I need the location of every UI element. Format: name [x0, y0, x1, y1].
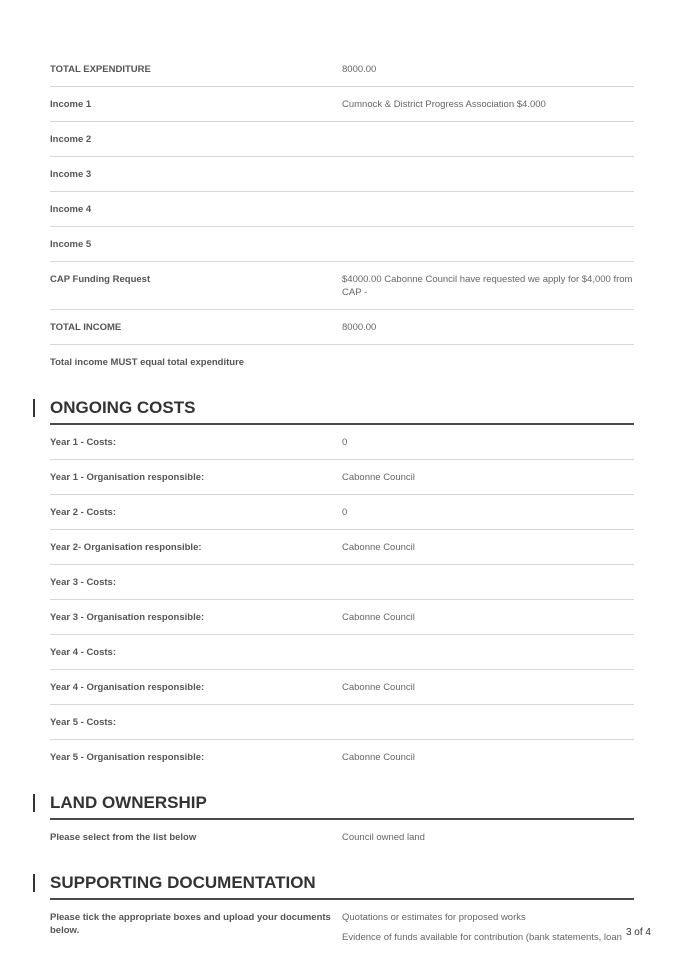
field-value: 8000.00 — [342, 64, 377, 75]
field-label: Year 4 - Organisation responsible: — [50, 682, 205, 693]
field-value — [342, 576, 634, 589]
field-value — [342, 646, 634, 659]
field-label: Year 1 - Organisation responsible: — [50, 472, 205, 483]
table-row — [50, 740, 634, 774]
table-row — [50, 900, 634, 961]
field-label: Income 1 — [50, 99, 92, 110]
field-value: Cabonne Council — [342, 542, 415, 553]
section-title: SUPPORTING DOCUMENTATION — [50, 873, 316, 892]
field-label: Please tick the appropriate boxes and upload your documents below. — [50, 912, 331, 936]
table-row — [50, 820, 634, 854]
table-row — [50, 670, 634, 705]
field-label: Income 4 — [50, 204, 92, 215]
table-row — [50, 705, 634, 740]
table-row — [50, 87, 634, 122]
field-label: Year 3 - Costs: — [50, 577, 116, 588]
field-value: Cabonne Council — [342, 752, 415, 763]
budget-note: Total income MUST equal total expenditure — [50, 357, 245, 368]
section-marker — [33, 794, 35, 812]
field-value: Cabonne Council — [342, 682, 415, 693]
table-row — [50, 425, 634, 460]
page-number: 3 of 4 — [625, 927, 651, 938]
field-label: TOTAL INCOME — [50, 322, 122, 333]
field-value: Cumnock & District Progress Association $4.000 — [342, 99, 546, 110]
list-item: Quotations or estimates for proposed works — [342, 912, 526, 923]
field-value: Council owned land — [342, 832, 425, 843]
field-label: Year 5 - Organisation responsible: — [50, 752, 205, 763]
form-page — [50, 52, 634, 961]
section-title: ONGOING COSTS — [50, 398, 196, 417]
field-value: 8000.00 — [342, 322, 377, 333]
field-label: Year 2 - Costs: — [50, 507, 116, 518]
table-row — [50, 600, 634, 635]
field-label: Income 3 — [50, 169, 92, 180]
budget-table — [50, 52, 634, 379]
field-value — [342, 716, 634, 729]
section-marker — [33, 399, 35, 417]
field-label: Year 2- Organisation responsible: — [50, 542, 202, 553]
field-value: 0 — [342, 437, 348, 448]
field-value: Cabonne Council — [342, 472, 415, 483]
field-label: Year 5 - Costs: — [50, 717, 116, 728]
field-value — [342, 203, 634, 216]
table-row — [50, 157, 634, 192]
field-label: Year 3 - Organisation responsible: — [50, 612, 205, 623]
table-row — [50, 310, 634, 345]
list-item: Evidence of funds available for contribution (bank statements, loan — [342, 932, 622, 943]
section-header-land-ownership — [50, 792, 634, 820]
table-row — [50, 530, 634, 565]
field-value: $4000.00 Cabonne Council have requested we apply for $4,000 from CAP - — [342, 274, 633, 298]
section-marker — [33, 874, 35, 892]
table-row — [50, 565, 634, 600]
table-row — [50, 262, 634, 310]
field-label: Year 1 - Costs: — [50, 437, 116, 448]
field-value: Cabonne Council — [342, 612, 415, 623]
field-value — [342, 168, 634, 181]
field-label: CAP Funding Request — [50, 274, 151, 285]
section-header-ongoing-costs — [50, 397, 634, 425]
field-value — [342, 133, 634, 146]
field-label: Income 2 — [50, 134, 92, 145]
section-header-supporting-documentation — [50, 872, 634, 900]
table-row — [50, 460, 634, 495]
budget-note-row — [50, 345, 634, 379]
field-value-list — [342, 911, 634, 951]
ongoing-costs-table — [50, 425, 634, 774]
table-row — [50, 52, 634, 87]
table-row — [50, 192, 634, 227]
field-value: 0 — [342, 507, 348, 518]
field-label: Year 4 - Costs: — [50, 647, 116, 658]
table-row — [50, 635, 634, 670]
field-value — [342, 238, 634, 251]
section-title: LAND OWNERSHIP — [50, 793, 207, 812]
field-label: Income 5 — [50, 239, 92, 250]
table-row — [50, 122, 634, 157]
field-label: TOTAL EXPENDITURE — [50, 64, 151, 75]
table-row — [50, 227, 634, 262]
field-label: Please select from the list below — [50, 832, 197, 843]
table-row — [50, 495, 634, 530]
